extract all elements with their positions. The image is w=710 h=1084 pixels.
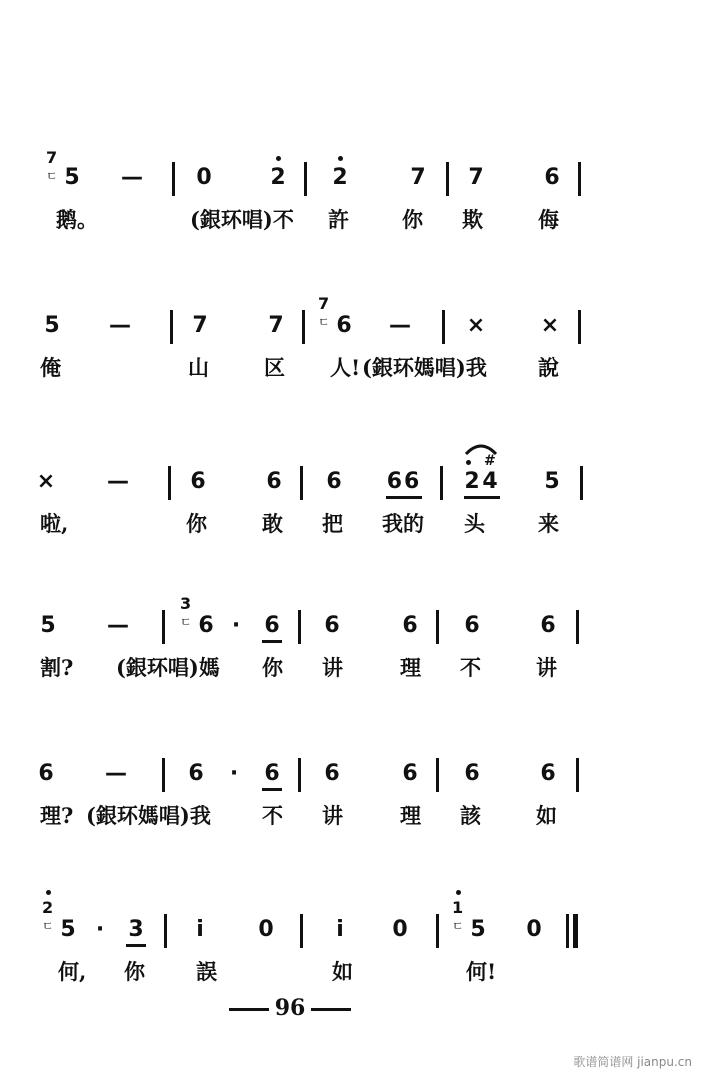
lyrics-row <box>0 504 710 544</box>
barline <box>162 758 165 792</box>
lyric: 俺 <box>40 355 61 380</box>
note: 7 <box>410 165 426 190</box>
lyric: 侮 <box>538 207 559 232</box>
note: i <box>336 917 344 942</box>
lyric: 来 <box>538 511 559 536</box>
note: 6 <box>188 761 204 786</box>
beam-underline <box>262 788 282 791</box>
barline <box>172 162 175 196</box>
lyric: 欺 <box>462 207 483 232</box>
duration-dot: · <box>231 613 241 638</box>
watermark: 歌谱简谱网 jianpu.cn <box>573 1055 692 1069</box>
lyric: 你 <box>186 511 207 536</box>
lyric: 鹅。 <box>56 207 98 232</box>
lyric: 不 <box>262 803 283 828</box>
barline <box>164 914 167 948</box>
lyric: 說 <box>538 355 559 380</box>
lyric: 理 <box>400 655 421 680</box>
grace-mark-icon: ㄷ <box>46 169 58 183</box>
score-line-3 <box>0 453 710 582</box>
lyric: 如 <box>536 803 557 828</box>
score-line-5 <box>0 754 710 874</box>
note-dash: — <box>105 761 127 786</box>
lyric: 何! <box>466 959 497 984</box>
barline <box>576 610 579 644</box>
note: 6 <box>264 761 280 786</box>
barline <box>300 466 303 500</box>
lyric: 头 <box>464 511 485 536</box>
lyric: 割? <box>40 655 74 680</box>
notes-row <box>0 594 710 646</box>
grace-note: 2 <box>42 898 54 917</box>
barline <box>170 310 173 344</box>
beam-underline <box>386 496 422 499</box>
note: 5 <box>40 613 56 638</box>
lyric: 讲 <box>536 655 557 680</box>
barline <box>446 162 449 196</box>
barline <box>436 914 439 948</box>
lyric: 不 <box>460 655 481 680</box>
lyric: 何, <box>58 959 87 984</box>
lyric: (銀环唱)不 <box>190 207 294 232</box>
lyric: 把 <box>322 511 343 536</box>
note: 6 <box>540 613 556 638</box>
note: 6 <box>190 469 206 494</box>
barline <box>436 758 439 792</box>
barline <box>578 310 581 344</box>
note: 6 <box>266 469 282 494</box>
barline <box>436 610 439 644</box>
note: 0 <box>196 165 212 190</box>
score-line-1 <box>0 148 710 278</box>
note-dash: — <box>109 313 131 338</box>
barline <box>442 310 445 344</box>
barline <box>580 466 583 500</box>
lyric: (銀环媽唱)我 <box>86 803 211 828</box>
note: i <box>196 917 204 942</box>
octave-dot-icon <box>456 890 461 895</box>
note-rest: × <box>466 313 486 338</box>
octave-dot-icon <box>276 156 281 161</box>
note: 0 <box>526 917 542 942</box>
note-group: 66 <box>386 469 422 494</box>
grace-mark-icon: ㄷ <box>452 919 464 933</box>
grace-mark-icon: ㄷ <box>42 919 54 933</box>
note: 6 <box>324 613 340 638</box>
notes-row <box>0 898 710 950</box>
score-line-2 <box>0 294 710 426</box>
note: 6 <box>324 761 340 786</box>
note: 4 <box>482 469 498 494</box>
lyric: 我的 <box>382 511 424 536</box>
note: 0 <box>392 917 408 942</box>
notes-row <box>0 148 710 198</box>
octave-dot-icon <box>46 890 51 895</box>
note: 3 <box>128 917 144 942</box>
lyrics-row <box>0 648 710 688</box>
note: 7 <box>268 313 284 338</box>
note: 6 <box>336 313 352 338</box>
note: 6 <box>544 165 560 190</box>
note: 6 <box>402 613 418 638</box>
octave-dot-icon <box>338 156 343 161</box>
note: 2 <box>270 165 286 190</box>
note-dash: — <box>107 469 129 494</box>
note: 2 <box>332 165 348 190</box>
grace-mark-icon: ㄷ <box>318 315 330 329</box>
note-rest: × <box>540 313 560 338</box>
notes-row <box>0 453 710 502</box>
grace-mark-icon: ㄷ <box>180 615 192 629</box>
note: 6 <box>264 613 280 638</box>
note: 6 <box>464 761 480 786</box>
barline <box>300 914 303 948</box>
lyric: 敢 <box>262 511 283 536</box>
lyric: 該 <box>460 803 481 828</box>
lyric: 誤 <box>196 959 217 984</box>
barline <box>440 466 443 500</box>
note: 5 <box>64 165 80 190</box>
lyric: 你 <box>124 959 145 984</box>
notes-row <box>0 294 710 346</box>
lyrics-row <box>0 952 710 992</box>
note: 5 <box>470 917 486 942</box>
lyrics-row <box>0 348 710 388</box>
lyric: 啦, <box>40 511 69 536</box>
page-rule-right <box>311 1008 351 1011</box>
lyric: (銀环唱)媽 <box>116 655 220 680</box>
note: 6 <box>326 469 342 494</box>
barline <box>576 758 579 792</box>
duration-dot: · <box>95 917 105 942</box>
notes-row <box>0 754 710 794</box>
grace-note: 7 <box>318 294 330 313</box>
beam-underline <box>126 944 146 947</box>
page-rule-left <box>229 1008 269 1011</box>
note: 0 <box>258 917 274 942</box>
duration-dot: · <box>229 761 239 786</box>
lyric: 理? <box>40 803 74 828</box>
beam-underline <box>464 496 500 499</box>
grace-note: 7 <box>46 148 58 167</box>
grace-note: 3 <box>180 594 192 613</box>
note: 6 <box>402 761 418 786</box>
lyric: 你 <box>262 655 283 680</box>
lyrics-row <box>0 796 710 836</box>
note-rest: × <box>36 469 56 494</box>
note: 6 <box>198 613 214 638</box>
lyric: 理 <box>400 803 421 828</box>
sharp-icon: # <box>484 453 496 469</box>
score-line-4 <box>0 594 710 726</box>
note-dash: — <box>389 313 411 338</box>
octave-dot-icon <box>466 460 471 465</box>
page-number-text: 96 <box>274 995 306 1021</box>
lyric: (銀环媽唱)我 <box>362 355 487 380</box>
note: 6 <box>540 761 556 786</box>
barline <box>298 610 301 644</box>
barline <box>304 162 307 196</box>
lyric: 讲 <box>322 655 343 680</box>
note: 5 <box>60 917 76 942</box>
note: 2 <box>464 469 480 494</box>
final-barline <box>566 914 569 948</box>
barline <box>578 162 581 196</box>
lyrics-row <box>0 200 710 240</box>
lyric: 你 <box>402 207 423 232</box>
lyric: 人! <box>330 355 361 380</box>
page-number <box>0 995 580 1021</box>
note: 7 <box>192 313 208 338</box>
barline <box>298 758 301 792</box>
beam-underline <box>262 640 282 643</box>
note: 5 <box>44 313 60 338</box>
note-dash: — <box>121 165 143 190</box>
note: 6 <box>464 613 480 638</box>
lyric: 区 <box>264 355 285 380</box>
lyric: 如 <box>332 959 353 984</box>
note: 5 <box>544 469 560 494</box>
note-dash: — <box>107 613 129 638</box>
barline <box>162 610 165 644</box>
lyric: 許 <box>328 207 349 232</box>
lyric: 讲 <box>322 803 343 828</box>
note: 7 <box>468 165 484 190</box>
grace-note: 1 <box>452 898 464 917</box>
barline <box>168 466 171 500</box>
note: 6 <box>38 761 54 786</box>
lyric: 山 <box>188 355 209 380</box>
barline <box>302 310 305 344</box>
